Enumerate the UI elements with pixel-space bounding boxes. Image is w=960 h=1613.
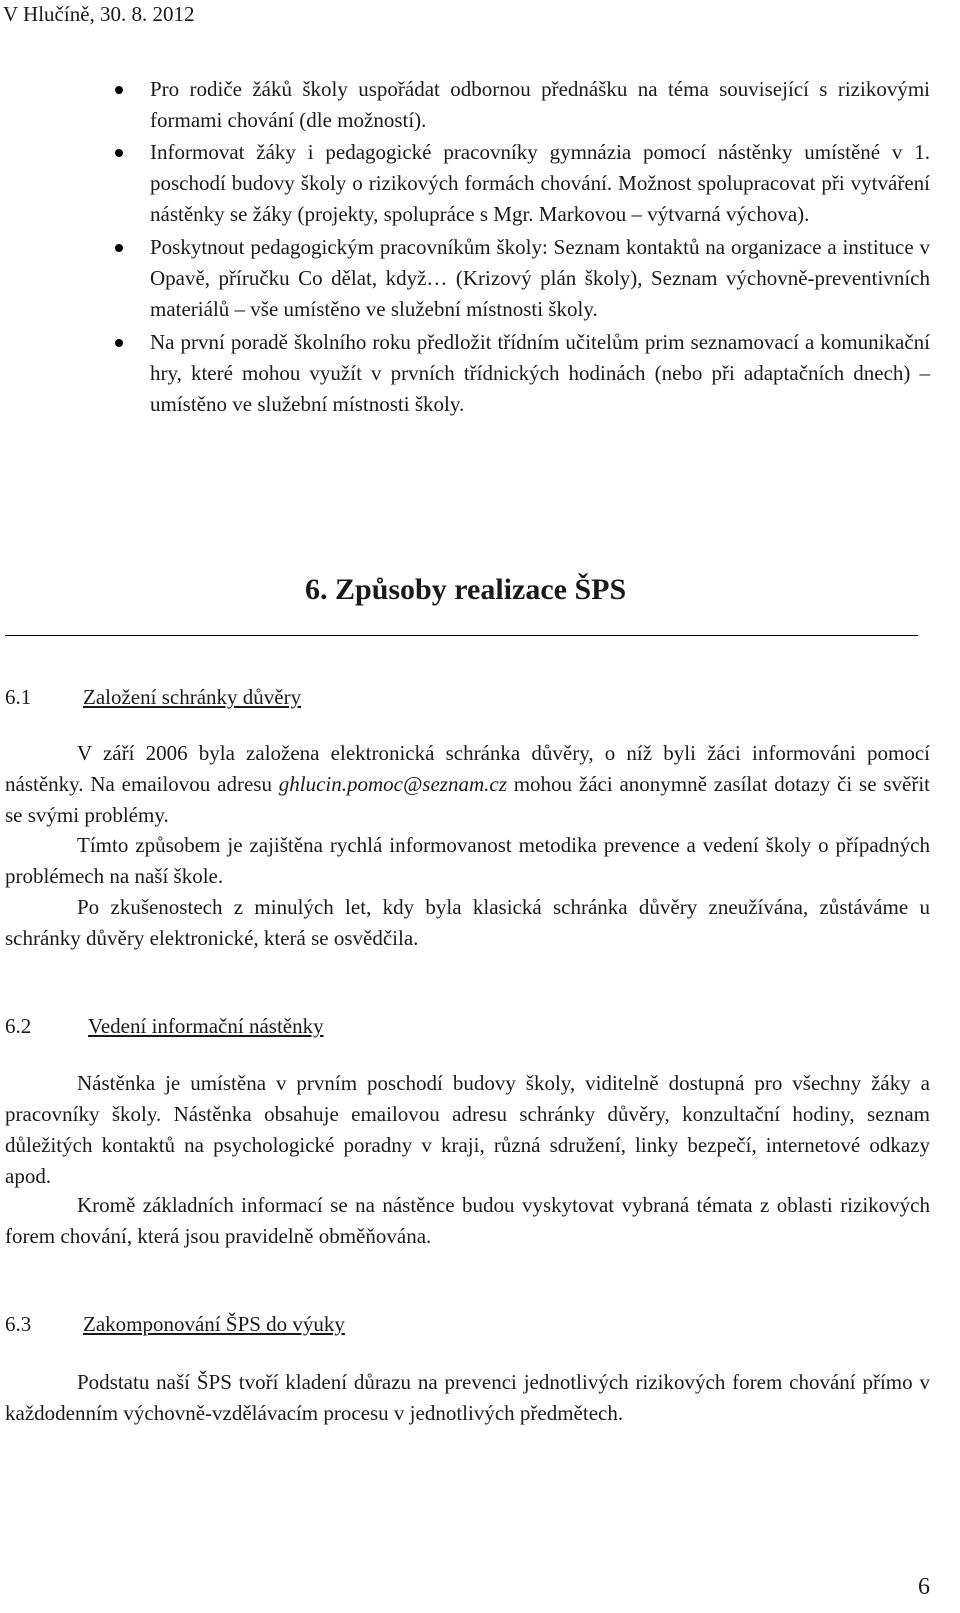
section-number: 6.2: [5, 1014, 32, 1038]
section-title: Založení schránky důvěry: [83, 685, 302, 709]
chapter-title: 6. Způsoby realizace ŠPS: [305, 573, 627, 606]
section-title: Vedení informační nástěnky: [88, 1014, 324, 1038]
paragraph: [5, 830, 930, 892]
paragraph-text: mohou žáci anonymně zasílat dotazy či se svěřit se svými problémy.: [5, 772, 930, 827]
page-number: 6: [918, 1574, 930, 1600]
section-title: Zakomponování ŠPS do výuky: [83, 1312, 345, 1336]
paragraph-text: Nástěnka je umístěna v prvním poschodí budovy školy, viditelně dostupná pro všechny žáky a pracovníky školy. Nástěnka obsahuje emailovou adresu schránky důvěry, konzultační hodiny, seznam důležitých kontaktů na psychologické poradny v kraji, různá sdružení, linky bezpečí, internetové odkazy apod.: [5, 1071, 930, 1188]
section-number: 6.3: [5, 1312, 32, 1336]
bullet-item: Informovat žáky i pedagogické pracovníky gymnázia pomocí nástěnky umístěné v 1. poschodí budovy školy o rizikových formách chování. Možnost spolupracovat při vytváření nástěnky se žáky (projekty, spolupráce s Mgr. Markovou – výtvarná výchova).: [150, 137, 930, 230]
bullet-list: [150, 74, 930, 422]
paragraph: [5, 1190, 930, 1252]
section-number: 6.1: [5, 685, 32, 709]
paragraph: [5, 1367, 930, 1429]
running-head: V Hlučíně, 30. 8. 2012: [3, 2, 195, 26]
bullet-item: Poskytnout pedagogickým pracovníkům školy: Seznam kontaktů na organizace a instituce v Opavě, příručku Co dělat, když… (Krizový plán školy), Seznam výchovně-preventivních materiálů – vše umístěno ve služební místnosti školy.: [150, 232, 930, 325]
chapter-rule: [5, 635, 918, 636]
paragraph: [5, 738, 930, 831]
paragraph: [5, 1068, 930, 1192]
paragraph-text: Kromě základních informací se na nástěnce budou vyskytovat vybraná témata z oblasti rizikových forem chování, která jsou pravidelně obměňována.: [5, 1193, 930, 1248]
paragraph-text: Po zkušenostech z minulých let, kdy byla klasická schránka důvěry zneužívána, zůstáváme u schránky důvěry elektronické, která se osvědčila.: [5, 895, 930, 950]
email-address: ghlucin.pomoc@seznam.cz: [278, 772, 507, 796]
paragraph-text: V září 2006 byla založena elektronická schránka důvěry, o níž byli žáci informováni pomocí nástěnky. Na emailovou adresu: [5, 741, 930, 796]
paragraph: [5, 892, 930, 954]
paragraph-text: Podstatu naší ŠPS tvoří kladení důrazu na prevenci jednotlivých rizikových forem chování přímo v každodenním výchovně-vzdělávacím procesu v jednotlivých předmětech.: [5, 1370, 930, 1425]
bullet-item: Na první poradě školního roku předložit třídním učitelům prim seznamovací a komunikační hry, které mohou využít v prvních třídnických hodinách (nebo při adaptačních dnech) – umístěno ve služební místnosti školy.: [150, 327, 930, 420]
bullet-item: Pro rodiče žáků školy uspořádat odbornou přednášku na téma související s rizikovými formami chování (dle možností).: [150, 74, 930, 136]
paragraph-text: Tímto způsobem je zajištěna rychlá informovanost metodika prevence a vedení školy o případných problémech na naší škole.: [5, 833, 930, 888]
